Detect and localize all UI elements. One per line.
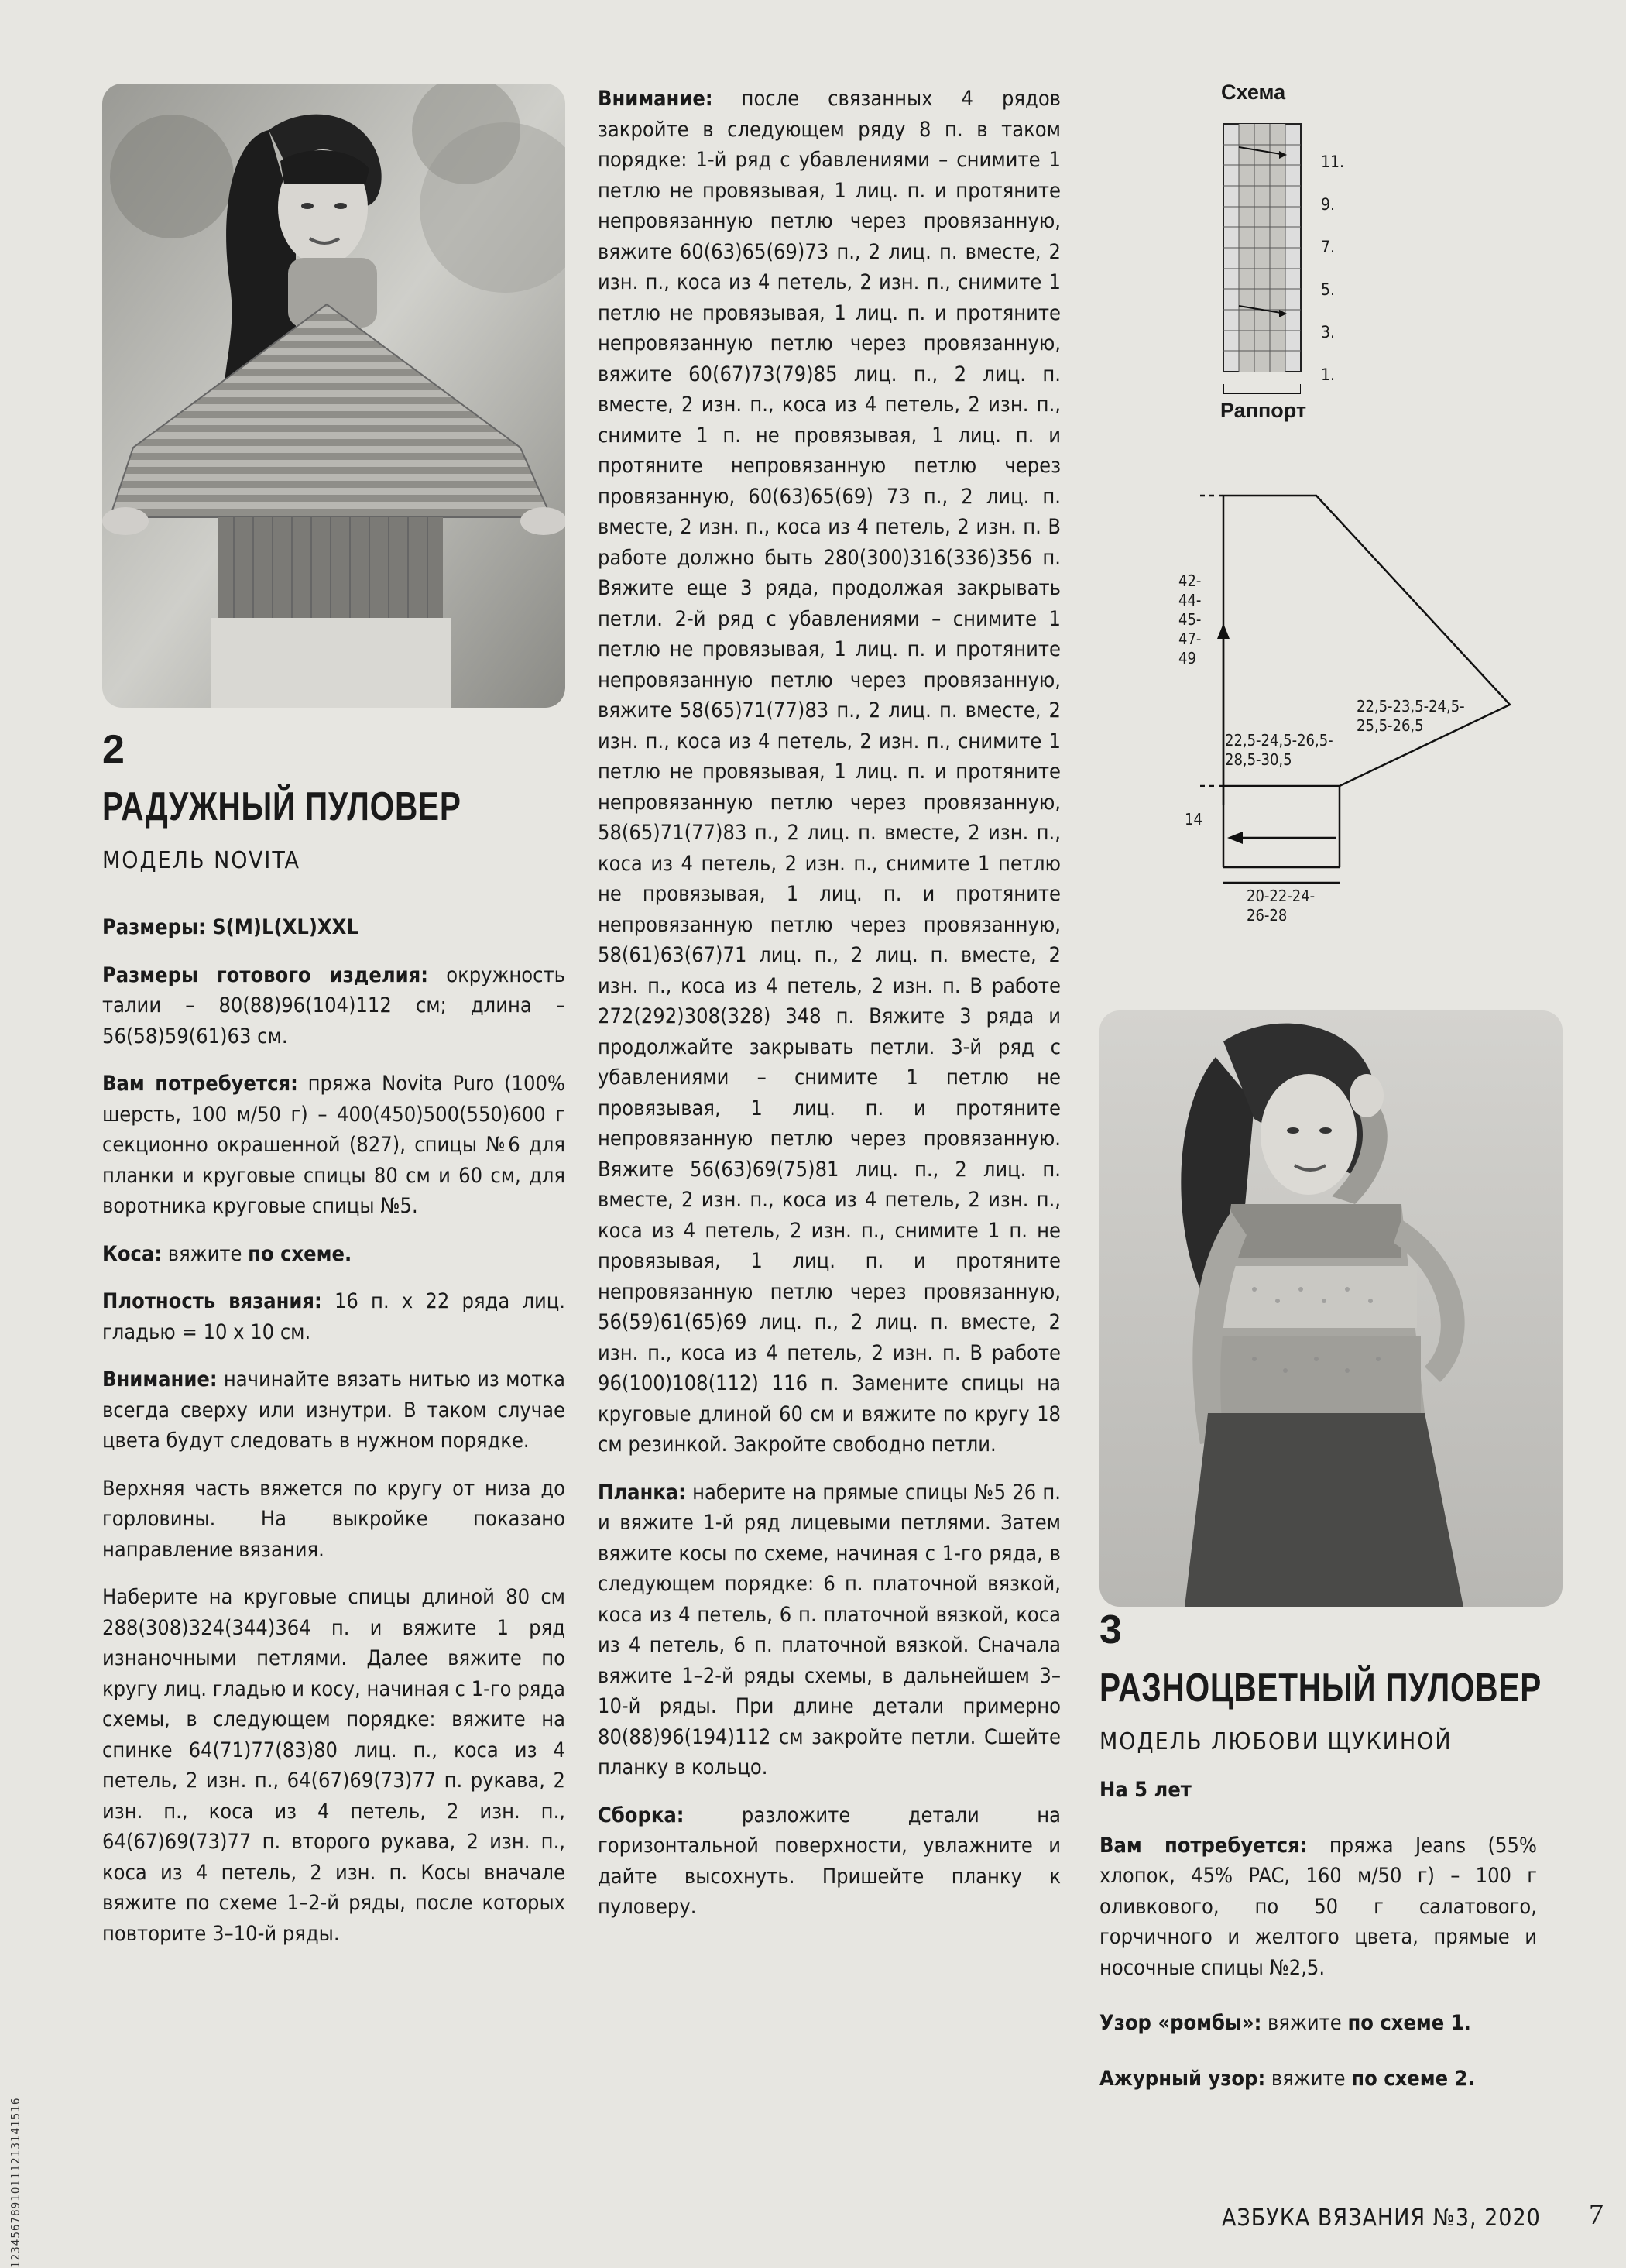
row-number: 11. <box>1321 153 1345 171</box>
band-label: Планка: <box>598 1480 686 1505</box>
magazine-footer: АЗБУКА ВЯЗАНИЯ №3, 2020 <box>1222 2205 1541 2232</box>
multicolor-pullover-model: МОДЕЛЬ ЛЮБОВИ ЩУКИНОЙ <box>1099 1728 1453 1755</box>
multicolor-pullover-title: РАЗНОЦВЕТНЫЙ ПУЛОВЕР <box>1099 1666 1542 1710</box>
materials-label: Вам потребуется: <box>102 1072 298 1096</box>
attention2-label: Внимание: <box>598 87 713 111</box>
photo-multicolor-pullover <box>1099 1010 1563 1607</box>
printer-side-numbers: 12345678910111213141516 <box>9 2097 22 2268</box>
multicolor-pullover-instructions <box>1099 1775 1537 2111</box>
age-label: На 5 лет <box>1099 1778 1192 1802</box>
openwork-pattern-label: Ажурный узор: <box>1099 2066 1266 2091</box>
model-number-3: 3 <box>1099 1608 1122 1652</box>
openwork-pattern-bold: по схеме 2. <box>1351 2066 1475 2091</box>
row-number: 3. <box>1321 323 1336 341</box>
rainbow-pullover-illustration <box>102 84 565 708</box>
row-number: 1. <box>1321 365 1336 384</box>
materials3-label: Вам потребуется: <box>1099 1833 1308 1858</box>
attention-text: начинайте вязать нитью из мотка всегда сверху или изнутри. В таком случае цвета будут следовать в нужном порядке. <box>102 1367 565 1453</box>
cast-on-paragraph: Наберите на круговые спицы длиной 80 см 288(308)324(344)364 п. и вяжите 1 ряд изнаночными петлями. Далее вяжите по кругу лиц. гладью и косу, начиная с 1-го ряда схемы, в следующем порядке: вяжите на спинке 64(71)77(83)80 лиц. п., косa из 4 петель, 2 изн. п., 64(67)69(73)77 п. рукава, 2 изн. п., коса из 4 петель, 2 изн. п., 64(67)69(73)77 п. второго рукава, 2 изн. п., коса из 4 петель, 2 изн. п. Косы вначале вяжите по схеме 1–2-й ряды, после которых повторите 3–10-й ряды. <box>102 1585 565 1946</box>
rainbow-pullover-instructions <box>102 912 565 1966</box>
row-number: 5. <box>1321 280 1336 299</box>
cable-text: вяжите <box>162 1241 249 1266</box>
attention-label: Внимание: <box>102 1367 218 1391</box>
diamond-pattern-bold: по схеме 1. <box>1347 2011 1471 2035</box>
assembly-text: разложите детали на горизонтальной поверхности, увлажните и дайте высохнуть. Пришейте планку к пуловеру. <box>598 1803 1061 1919</box>
rapport-label: Раппорт <box>1220 399 1307 422</box>
pattern-schematic <box>1161 480 1549 914</box>
cable-chart-grid <box>1216 116 1309 379</box>
page-number: 7 <box>1589 2198 1604 2231</box>
rainbow-pullover-model: МОДЕЛЬ NOVITA <box>102 847 300 874</box>
gauge-text: 16 п. х 22 ряда лиц. гладью = 10 х 10 см. <box>102 1289 565 1344</box>
pullover-decrease-instructions <box>598 84 1061 1940</box>
diamond-pattern-label: Узор «ромбы»: <box>1099 2011 1262 2035</box>
cable-label: Коса: <box>102 1241 163 1266</box>
sizes-label: Размеры: S(M)L(XL)XXL <box>102 915 358 939</box>
cable-bold: по схеме. <box>248 1241 352 1266</box>
top-part-paragraph: Верхняя часть вяжется по кругу от низа до горловины. На выкройке показано направление вязания. <box>102 1476 565 1562</box>
pattern-top-width-label: 22,5-23,5-24,5- 25,5-26,5 <box>1357 697 1465 735</box>
row-number: 9. <box>1321 195 1336 214</box>
finished-size-text: окружность талии – 80(88)96(104)112 см; длина – 56(58)59(61)63 см. <box>102 962 565 1048</box>
row-number: 7. <box>1321 238 1336 256</box>
pattern-mid-width-label: 22,5-24,5-26,5- 28,5-30,5 <box>1225 731 1333 769</box>
pattern-band-height-label: 14 <box>1185 810 1202 829</box>
pattern-height-label: 42- 44- 45- 47- 49 <box>1178 571 1202 667</box>
attention2-text: после связанных 4 рядов закройте в следующем ряду 8 п. в таком порядке: 1-й ряд с убавлениями – снимите 1 петлю не провязывая, 1 лиц. п. и протяните непровязанную петлю через провязанную, вяжите 60(63)65(69)73 п., 2 лиц. п. вместе, 2 изн. п., коса из 4 петель, 2 изн. п., снимите 1 петлю не провязывая, 1 лиц. п. и протяните непровязанную петлю через провязанную, вяжите 60(67)73(79)85 лиц. п., 2 лиц. п. вместе, 2 изн. п., коса из 4 петель, 2 изн. п., снимите 1 п. не провязывая, 1 лиц. п. и протяните непровязанную петлю через провязанную, 60(63)65(69) 73 п., 2 лиц. п. вместе, 2 изн. п., коса из 4 петель, 2 изн. п. В работе должно быть 280(300)316(336)356 п. Вяжите еще 3 ряда, продолжая закрывать петли. 2-й ряд с убавлениями – снимите 1 петлю не провязывая, 1 лиц. п. и протяните непровязанную петлю через провязанную, вяжите 58(65)71(77)83 п., 2 лиц. п. вместе, 2 изн. п., коса из 4 петель, 2 изн. п., снимите 1 петлю не провязывая, 1 лиц. п. и протяните непровязанную петлю через провязанную, 58(65)71(77)83 п., 2 лиц. п. вместе, 2 изн. п., коса из 4 петель, 2 изн. п., снимите 1 петлю не провязывая, 1 лиц. п. и протяните непровязанную петлю через провязанную, 58(61)63(67)71 лиц. п., 2 лиц. п. вместе, 2 изн. п., коса из 4 петель, 2 изн. п. В работе 272(292)308(328) 348 п. Вяжите 3 ряда и продолжайте закрывать петли. 3-й ряд с убавлениями – снимите 1 петлю не провязывая, 1 лиц. п. и протяните непровязанную петлю через провязанную. Вяжите 56(63)69(75)81 лиц. п., 2 лиц. п. вместе, 2 изн. п., коса из 4 петель, 2 изн. п., коса из 4 петель, 2 изн. п., снимите 1 п. не провязывая, 1 лиц. п. и протяните непровязанную петлю через провязанную, 56(59)61(65)69 лиц. п., 2 лиц. п. вместе, 2 изн. п., коса из 4 петель, 2 изн. п. В работе 96(100)108(112) 116 п. Замените спицы на круговые длиной 60 см и вяжите по кругу 18 см резинкой. Закройте свободно петли. <box>598 87 1061 1457</box>
rainbow-pullover-title: РАДУЖНЫЙ ПУЛОВЕР <box>102 784 461 829</box>
multicolor-pullover-illustration <box>1099 1010 1563 1607</box>
gauge-label: Плотность вязания: <box>102 1289 322 1313</box>
finished-size-label: Размеры готового изделия: <box>102 962 428 987</box>
materials-text: пряжа Novita Puro (100% шерсть, 100 м/50 г) – 400(450)500(550)600 г секционно окрашенной (827), спицы №6 для планки и круговые спицы 80 см и 60 см, для воротника круговые спицы №5. <box>102 1072 565 1218</box>
chart-row-numbers <box>1321 141 1344 396</box>
chart-title: Схема <box>1221 81 1286 104</box>
band-text: наберите на прямые спицы №5 26 п. и вяжите 1-й ряд лицевыми петлями. Затем вяжите косы по схеме, начиная с 1-го ряда, в следующем порядке: 6 п. платочной вязкой, коса из 4 петель, 6 п. платочной вязкой, коса из 4 петель, 6 п. платочной вязкой. Сначала вяжите 1–2-й ряды схемы, в дальнейшем 3–10-й ряды. При длине детали примерно 80(88)96(194)112 см закройте петли. Сшейте планку в кольцо. <box>598 1480 1061 1779</box>
photo-rainbow-pullover <box>102 84 565 708</box>
pattern-bottom-width-label: 20-22-24- 26-28 <box>1247 887 1316 925</box>
model-number-2: 2 <box>102 727 125 772</box>
openwork-pattern-text: вяжите <box>1265 2066 1352 2091</box>
diamond-pattern-text: вяжите <box>1261 2011 1348 2035</box>
materials3-text: пряжа Jeans (55% хлопок, 45% PAC, 160 м/50 г) – 100 г оливкового, по 50 г салатового, горчичного и желтого цвета, прямые и носочные спицы №2,5. <box>1099 1833 1537 1980</box>
assembly-label: Сборка: <box>598 1803 684 1827</box>
